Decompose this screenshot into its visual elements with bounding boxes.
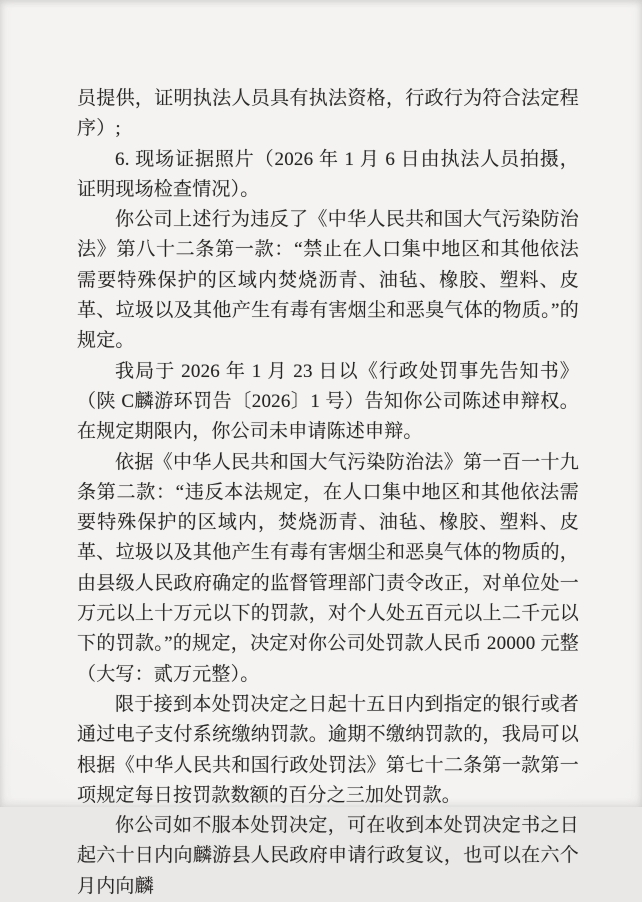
document-paragraph: 我局于 2026 年 1 月 23 日以《行政处罚事先告知书》（陕 C麟游环罚告〔2026〕1 号）告知你公司陈述申辩权。在规定期限内，你公司未申请陈述申辩。 — [77, 360, 579, 443]
document-paragraph: 限于接到本处罚决定之日起十五日内到指定的银行或者通过电子支付系统缴纳罚款。逾期不缴纳罚款的，我局可以根据《中华人民共和国行政处罚法》第七十二条第一款第一项规定每日按罚款数额的百分之三加处罚款。 — [77, 693, 579, 806]
document-paragraph: 员提供，证明执法人员具有执法资格，行政行为符合法定程序）; — [77, 88, 579, 140]
document-paragraph: 依据《中华人民共和国大气污染防治法》第一百一十九条第二款：“违反本法规定，在人口集中地区和其他依法需要特殊保护的区域内，焚烧沥青、油毡、橡胶、塑料、皮革、垃圾以及其他产生有毒有害烟尘和恶臭气体的物质的，由县级人民政府确定的监督管理部门责令改正，对单位处一万元以上十万元以下的罚款，对个人处五百元以上二千元以下的罚款。”的规定，决定对你公司处罚款人民币 20000 元整（大写：贰万元整）。 — [77, 451, 579, 685]
document-body — [77, 84, 579, 902]
document-paragraph: 你公司上述行为违反了《中华人民共和国大气污染防治法》第八十二条第一款：“禁止在人口集中地区和其他依法需要特殊保护的区域内焚烧沥青、油毡、橡胶、塑料、皮革、垃圾以及其他产生有毒有害烟尘和恶臭气体的物质。”的规定。 — [77, 209, 579, 352]
document-paragraph: 你公司如不服本处罚决定，可在收到本处罚决定书之日起六十日内向麟游县人民政府申请行政复议，也可以在六个月内向麟 — [77, 815, 579, 897]
document-paragraph: 6. 现场证据照片（2026 年 1 月 6 日由执法人员拍摄，证明现场检查情况）。 — [77, 148, 579, 200]
